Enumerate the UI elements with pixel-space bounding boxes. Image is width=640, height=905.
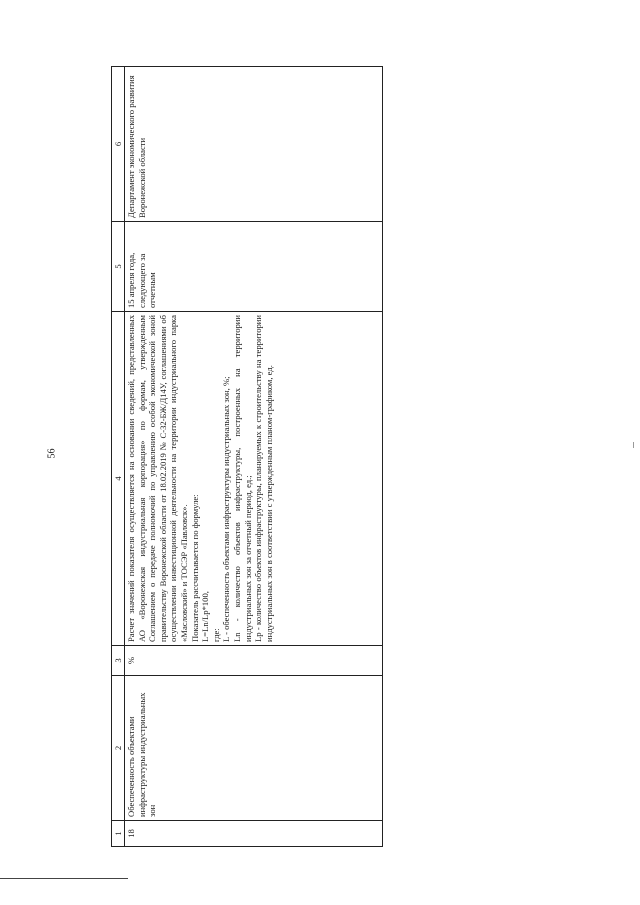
indicator-name: Обеспеченность объектами инфраструктуры индустриальных зон <box>125 676 383 821</box>
calculation-method <box>125 312 383 646</box>
page-number: 56 <box>46 448 58 459</box>
responsible-cell: Департамент экономического развития Воронежской области <box>125 67 383 222</box>
method-paragraph: где: <box>210 628 221 642</box>
header-row <box>112 67 125 847</box>
row-number: 18 <box>125 821 383 847</box>
method-paragraph: Ln - количество объектов инфраструктуры, построенных на территории индустриальных зон за отчетный период, ед.; <box>231 315 253 642</box>
deadline-cell: 15 апреля года, следующего за отчетным <box>125 222 383 312</box>
method-paragraph: Lp - количество объектов инфраструктуры, планируемых к строительству на территории индустриальных зон в соответствии с утвержденным планом-графиком, ед. <box>253 315 274 642</box>
indicator-table <box>111 66 383 847</box>
header-col-5: 5 <box>112 222 125 312</box>
header-col-1: 1 <box>112 821 125 847</box>
scan-mark <box>633 442 634 448</box>
method-paragraph: L - обеспеченность объектами инфраструктуры индустриальных зон, %; <box>221 376 232 642</box>
method-formula: L=Ln/Lp*100, <box>200 591 211 642</box>
header-col-3: 3 <box>112 646 125 676</box>
method-paragraph: Показатель рассчитывается по формуле: <box>189 494 200 642</box>
unit-cell: % <box>125 646 383 676</box>
header-col-2: 2 <box>112 676 125 821</box>
table-container <box>111 67 383 847</box>
header-col-6: 6 <box>112 67 125 222</box>
header-col-4: 4 <box>112 312 125 646</box>
table-row <box>125 67 383 847</box>
footer-line <box>0 878 128 879</box>
method-paragraph: Расчет значений показателя осуществляется на основании сведений, представленных АО «Воронежская индустриальная корпорация» по формам, утвержденным Соглашением о передаче полномочий по управлению особой экономической зоной правительству Воронежской области от 18.02.2019 № С-32-БЖ/Д14У, соглашениями об осуществлении инвестиционной деятельности на территории индустриального парка «Масловский» и ТОСЭР «Павловск». <box>126 315 189 642</box>
